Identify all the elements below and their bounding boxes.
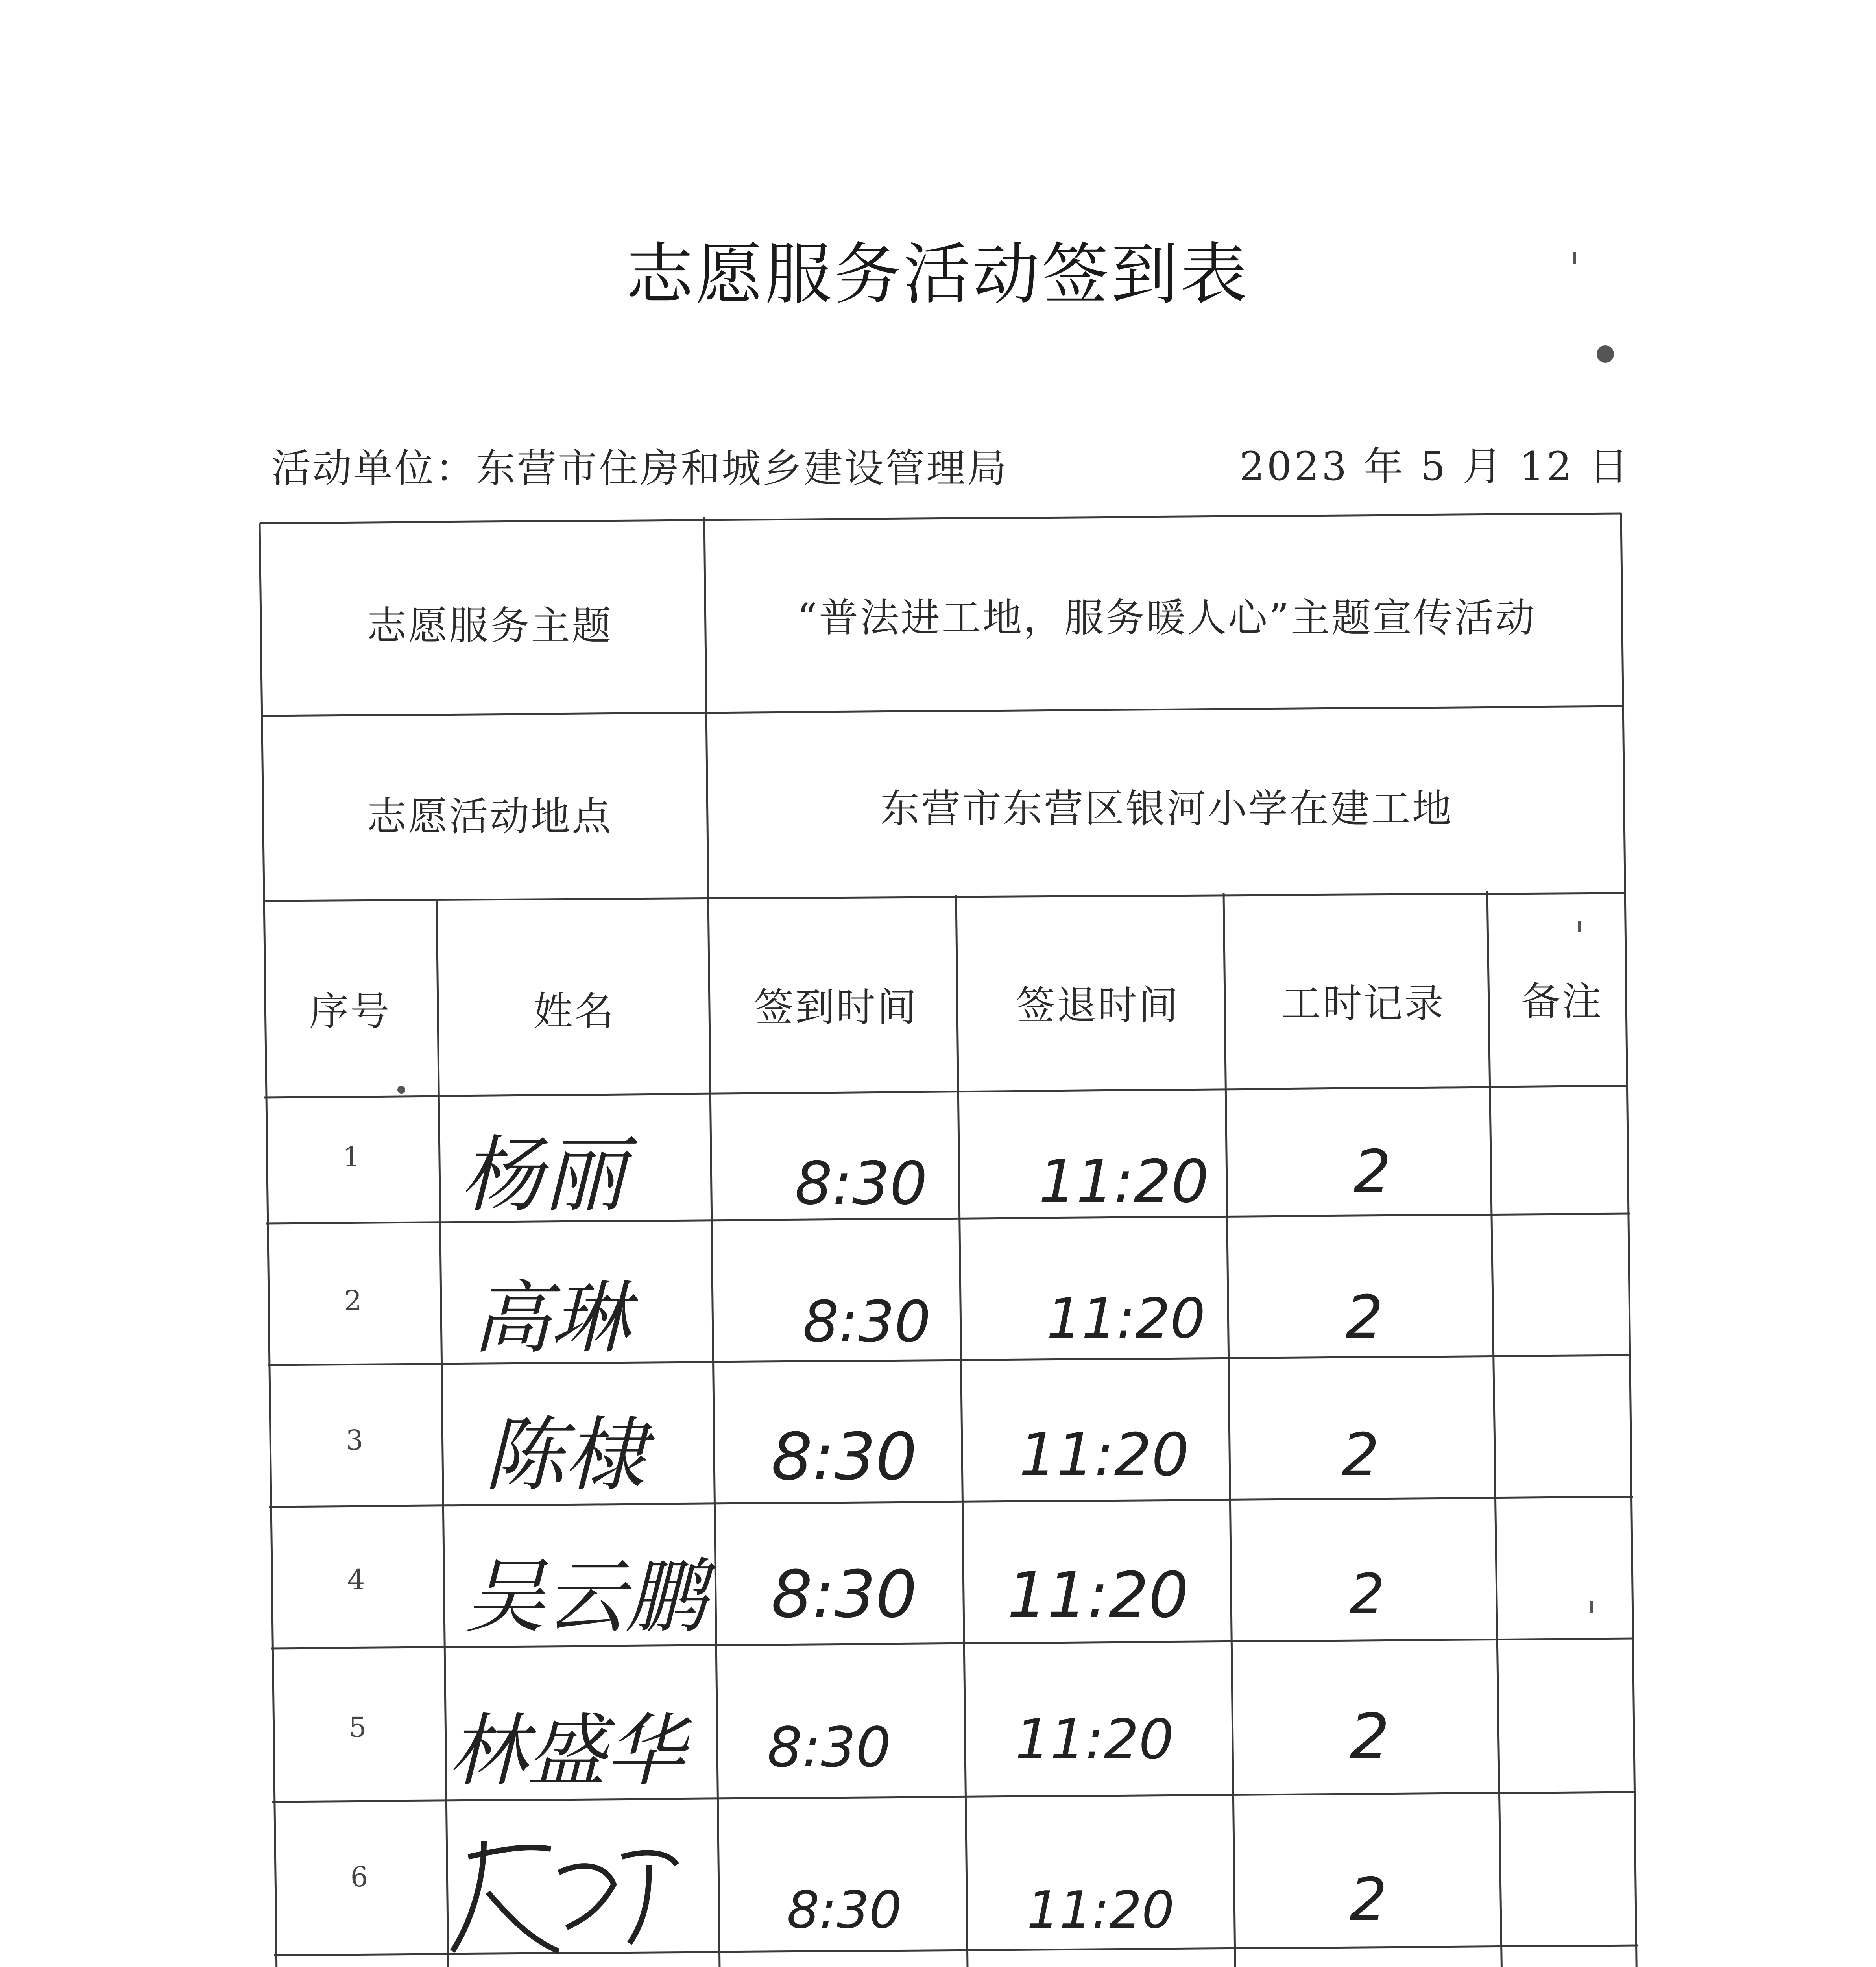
organization-line: 活动单位：东营市住房和城乡建设管理局 <box>271 445 1008 491</box>
row-number: 6 <box>350 1861 368 1893</box>
sign-in-time: 8:30 <box>795 1150 927 1218</box>
sign-out-time: 11:20 <box>1007 1558 1189 1632</box>
scan-speck <box>1573 252 1576 264</box>
signature-name: 吴云鹏 <box>464 1550 706 1644</box>
hours-value: 2 <box>1350 1866 1387 1934</box>
sign-out-time: 11:20 <box>1047 1287 1206 1351</box>
page-title: 志愿服务活动签到表 <box>626 236 1250 314</box>
signature-name: 陈棣 <box>484 1409 645 1502</box>
sign-in-time: 8:30 <box>767 1716 891 1780</box>
sign-out-time: 11:20 <box>1015 1708 1174 1772</box>
header-hours: 工时记录 <box>1281 980 1445 1026</box>
signature-name: 林盛华 <box>449 1705 685 1797</box>
location-value: 东营市东营区银河小学在建工地 <box>880 786 1453 832</box>
theme-value: “普法进工地，服务暖人心”主题宣传活动 <box>797 595 1536 641</box>
sign-in-time: 8:30 <box>771 1419 917 1495</box>
sign-out-time: 11:20 <box>1019 1421 1189 1489</box>
row-number: 3 <box>345 1424 364 1456</box>
hours-value: 2 <box>1353 1138 1391 1206</box>
header-sign-out: 签退时间 <box>1016 982 1180 1028</box>
hours-value: 2 <box>1342 1421 1379 1489</box>
header-name: 姓名 <box>534 988 615 1034</box>
hours-value: 2 <box>1346 1283 1383 1352</box>
sign-in-time: 8:30 <box>771 1557 917 1632</box>
row-number: 4 <box>347 1564 365 1596</box>
date-line: 2023 年 5 月 12 日 <box>1239 443 1631 489</box>
hours-value: 2 <box>1350 1562 1385 1626</box>
scan-speck <box>1578 921 1581 932</box>
sign-out-time: 11:20 <box>1039 1148 1209 1216</box>
hours-value: 2 <box>1350 1700 1390 1773</box>
row-number: 2 <box>344 1284 362 1317</box>
scan-speck <box>397 1086 405 1094</box>
location-label: 志愿活动地点 <box>367 793 613 840</box>
sign-in-time: 8:30 <box>787 1880 902 1940</box>
scan-speck <box>1590 1601 1593 1613</box>
sign-in-time: 8:30 <box>803 1289 931 1355</box>
signature-name: 高琳 <box>472 1273 630 1364</box>
row-number: 5 <box>349 1711 367 1744</box>
signature-scribble <box>452 1841 677 1951</box>
header-sign-in: 签到时间 <box>754 984 918 1030</box>
row-number: 1 <box>342 1141 360 1173</box>
scan-speck <box>1597 345 1614 363</box>
header-note: 备注 <box>1521 978 1603 1024</box>
signature-name: 杨丽 <box>460 1127 626 1223</box>
sign-out-time: 11:20 <box>1027 1880 1174 1940</box>
theme-label: 志愿服务主题 <box>367 603 613 649</box>
header-no: 序号 <box>309 988 391 1034</box>
